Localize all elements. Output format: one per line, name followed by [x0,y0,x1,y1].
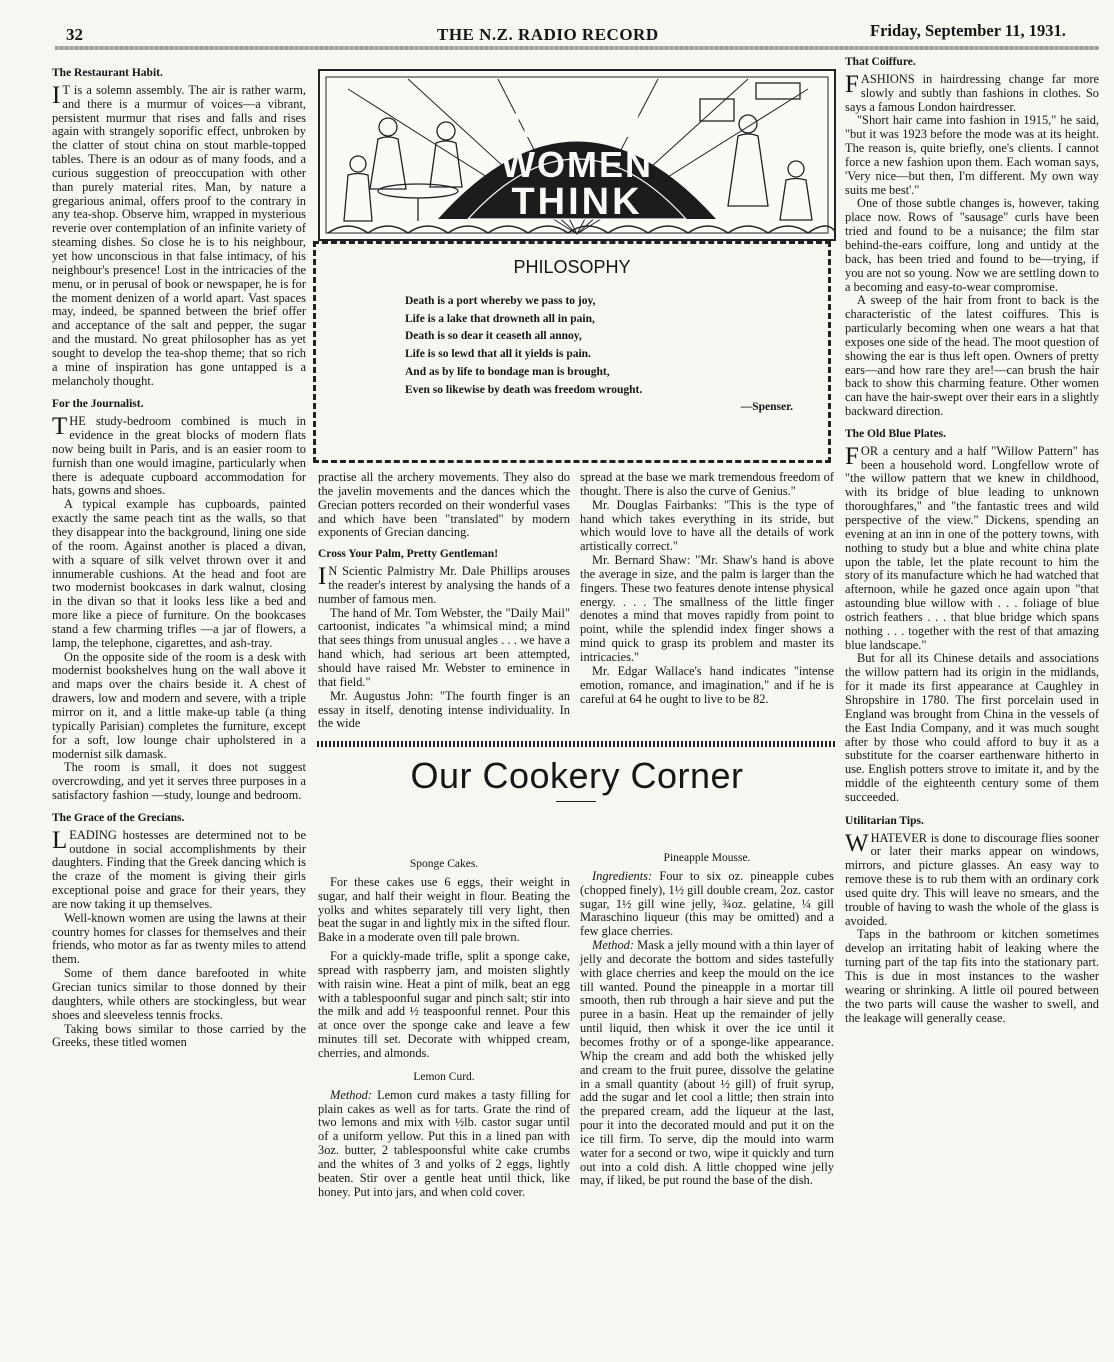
middle-right-column [580,471,834,706]
grecians-text: Taking bows similar to those carried by the Greeks, these titled women [52,1021,306,1050]
mousse-method: Mask a jelly mound with a thin layer of jelly and decorate the bottom and sides tastefully with glace cherries and keep the mould on the ice till wanted. Pound the pineapple in a mortar till smooth, then rub through a hair sieve and put the puree in a basin. Heat up the remainder of jelly until liquid, then whisk it over the ice until it becomes frothy or of a sponge-like appearance. Whip the cream and add both the whisked jelly and cream to the fruit puree, dissolve the gelatine in a small quantity (about ½ gill) of fruit syrup, add the sugar and let cool a little; then strain into the prepared cream, add the liqueur at the last, pour it into the decorated mould and put it on the ice till firm. To serve, dip the mould into warm water for a second or two, wipe it quickly and turn out into a cold dish. A little chopped wine jelly may, if liked, be put round the base of the dish. [580,938,834,1188]
palm-text: N Scientic Palmistry Mr. Dale Phillips arouses the reader's interest by analysing the hands of a number of famous men. [318,564,570,606]
tips-heading: Utilitarian Tips. [845,814,924,827]
tips-text: HATEVER is done to discourage flies sooner or later their marks appear on windows, mirrors, and picture glasses. An easy way to remove these is to rub them with an ordinary cork used quite dry. This will leave no smears, and the trouble of having to wash the whole of the glass is avoided. [845,830,1099,928]
restaurant-heading: The Restaurant Habit. [52,67,163,79]
dropcap: L [52,826,68,854]
dropcap: I [52,81,61,109]
page-number: 32 [66,25,83,44]
journalist-text: A typical example has cupboards, painted exactly the same peach tint as the walls, so that they disappear into the background, lining one side of the room. Against another is placed a divan, with a square of silk velvet thrown over it and innumerable cushions. At the head and foot are two modernist bookcases in dark walnut, closing in the divan so that it looks less like a bed and more like a piece of furniture. On the bookcases stand a few charming trifles —a jar of flowers, a lamp, the telephone, cigarettes, and ash-tray. [52,497,306,650]
lemon-text: Lemon curd makes a tasty filling for plain cakes as well as for tarts. Grate the rind of two lemons and mix with ½lb. castor sugar until of a uniform yellow. Put this in a lined pan with 3oz. butter, 2 tablespoonsful white cake crumbs and the whites of 3 and yolks of 2 eggs, lightly beaten. Stir over a gentle heat until thick, like honey. Put into jars, and when cold cover. [318,1087,570,1199]
coiffure-text: "Short hair came into fashion in 1915," he said, "but it was 1923 before the mode was at its height. The reason is, quite briefly, one's clients. I cannot force a new fashion upon them. Each woman says, 'Very nice—but then, I'm different. My own way suits me best'." [845,113,1099,197]
right-column [845,56,1099,1025]
palm-text: Mr. Augustus John: "The fourth finger is an essay in itself, denoting intense individuality. In the wide [318,688,570,731]
banner-illustration [318,69,836,241]
plates-heading: The Old Blue Plates. [845,427,946,440]
philosophy-box [313,241,831,463]
cookery-title-ornament [556,801,596,802]
lemon-heading: Lemon Curd. [413,1070,475,1083]
dropcap: I [318,563,327,591]
grecians-text: Well-known women are using the lawns at their country homes for classes for themselves and their friends, who motor as far as twenty miles to attend them. [52,910,306,967]
grecians-text: Some of them dance barefooted in white Grecian tunics similar to those donned by their daughters, while others are stockingless, but wear shoes and sleeveless tennis frocks. [52,966,306,1022]
philosophy-poem [405,293,815,417]
mousse-ingredients: Four to six oz. pineapple cubes (chopped finely), 1½ gill double cream, 2oz. castor sugar, 1½ gill wine jelly, ¾oz. gelatine, ¼ gill Maraschino liqueur (this may be omitted) and a few glace cherries. [580,868,834,939]
palm-text: Mr. Edgar Wallace's hand indicates "intense emotion, romance, and imagination," and if he is careful at 64 he ought to live to be 82. [580,663,834,706]
poem-line: Life is so lewd that all it yields is pain. [405,348,591,361]
coiffure-text: One of those subtle changes is, however, taking place now. Rows of "sausage" curls have been tried and found to be a nuisance; the film star behind-the-ears coiffure, long and untidy at the back, has been tried and found to be—trying, if you are not so young. Now we are settling down to a becoming and easy-to-wear compromise. [845,196,1099,294]
grecians-text: EADING hostesses are determined not to be outdone in social accomplishments by their daughters. Finding that the Greek dancing which is the craze of the moment is giving their girls exceptional poise and grace for their years, they are now taking it up themselves. [52,827,306,911]
sponge-text: For a quickly-made trifle, split a sponge cake, spread with raspberry jam, and moisten slightly with raisin wine. Heat a pint of milk, beat an egg with a tablespoonful sugar and pinch salt; stir into the milk and add ½ teaspoonful rennet. Pour this at once over the sponge cake and leave a few minutes till set. Decorate with whipped cream, cherries, and almonds. [318,949,570,1060]
tips-text: Taps in the bathroom or kitchen sometimes develop an irritating habit of leaking where the turning part of the tap fits into the stationary part. This is due in most instances to the washer wearing or shrinking. A little oil poured between the two parts will cause the washer to swell, and the leakage will generally cease. [845,927,1099,1025]
issue-date: Friday, September 11, 1931. [870,21,1066,40]
header-rule [55,46,1099,50]
poem-line: Even so likewise by death was freedom wrought. [405,383,643,396]
poem-line: Death is so dear it ceaseth all annoy, [405,330,582,343]
banner-title-line-1: WHAT WE [488,107,666,145]
journalist-text: On the opposite side of the room is a desk with modernist bookshelves hung on the wall above it and maps over the chairs beside it. A chest of drawers, low and modern and severe, with a triple mirror on it, and a little make-up table (a thing typically Parisian) completes the furniture, except for a soft, low lounge chair upholstered in a modernist silk damask. [52,649,306,761]
cookery-right-column [580,846,834,1188]
dropcap: W [845,829,869,857]
method-label: Method: [330,1087,372,1102]
cookery-divider [317,741,835,747]
coiffure-text: ASHIONS in hairdressing change far more slowly and subtly than fashions in clothes. So says a famous London hairdresser. [845,71,1099,114]
palm-text: Mr. Bernard Shaw: "Mr. Shaw's hand is above the average in size, and the palm is larger than the fingers. These two features denote intense physical energy. . . . The smallness of the little finger denotes a mind that moves rapidly from point to point, while the splendid index finger shows a mind quick to grasp its problem and master its intricacies." [580,553,834,664]
sponge-text: For these cakes use 6 eggs, their weight in sugar, and half their weight in flour. Beating the yolks and whites separately till very light, then beat the sugar in and lightly mix in the sifted flour. Bake in a moderate oven till pale brown. [318,874,570,945]
banner-title-line-2: WOMEN [501,144,653,185]
coiffure-heading: That Coiffure. [845,56,916,68]
middle-left-column [318,471,570,731]
palm-text: spread at the base we mark tremendous freedom of thought. There is also the curve of Genius." [580,470,834,498]
restaurant-text: T is a solemn assembly. The air is rather warm, and there is a murmur of voices—a vibrant, persistent murmur that rises and falls and rises again with strangely soporific effect, unbroken by the clatter of stout china on stout marble-topped tables. There is an odour as of many foods, and a curious suggestion of preoccupation with other than purely material rites. Man, by nature a gregarious animal, offers proof to the contrary in any tea-shop. Observe him, wrapped in mysterious reverie over contemplation of an infinite variety of steaming dishes. So close he is to his neighbour, yet how unconscious in that false intimacy, of his neighbour's presence! Lost in the intricacies of the menu, or in perusal of book or newspaper, he is for the moment denizen of a world apart. Vast spaces may, indeed, be spanned between the brief offer and acceptance of the salt and pepper, the sugar and the mustard. No great philosopher has as yet sought to develop the tea-shop theme; that so rich a mine of inspiration has gone untapped is a melancholy thought. [52,82,306,388]
cookery-title: Our Cookery Corner [410,755,744,796]
cookery-left-column [318,852,570,1199]
poem-line: And as by life to bondage man is brought, [405,365,610,378]
sponge-heading: Sponge Cakes. [409,858,479,870]
method-label: Method: [592,938,634,953]
masthead: THE N.Z. RADIO RECORD [437,25,659,44]
dropcap: T [52,413,68,441]
mousse-heading: Pineapple Mousse. [663,852,751,864]
ingredients-label: Ingredients: [592,868,653,883]
journalist-text: HE study-bedroom combined is much in evidence in the great blocks of modern flats now being built in Paris, and is an easier room to furnish than one would imagine, particularly when there is adequate cupboard accommodation for hats, gowns and shoes. [52,414,306,498]
journalist-text: The room is small, it does not suggest overcrowding, and yet it serves three purposes in a satisfactory fashion —study, lounge and bedroom. [52,760,306,803]
grecians-continued: practise all the archery movements. They also do the javelin movements and the dances which the Grecian potters recorded on their wonderful vases and which have been "translated" by modern exponents of Grecian dancing. [318,470,570,540]
palm-text: Mr. Douglas Fairbanks: "This is the type of hand which takes everything in its stride, but which would love to have all the details of work artistically correct." [580,497,834,554]
palm-heading: Cross Your Palm, Pretty Gentleman! [318,548,499,561]
dropcap: F [845,70,859,98]
banner-title-line-3: THINK [511,181,643,223]
dropcap: F [845,442,859,470]
women-illustration [318,69,836,241]
plates-text: OR a century and a half "Willow Pattern" has been a household word. Longfellow wrote of "the willow pattern that we knew in childhood, with its bridge of blue leading to unknown thoroughfares," and "the fantastic trees and wild perspective of the view." Dickens, spending an evening at an inn in one of the pottery towns, with nothing to study but a blue and white china plate upon the table, let the plate recount to him the story of its manufacture which he had watched that afternoon, while he gazed once again upon "that astounding blue willow with . . . foliage of blue ostrich feathers . . . that blue bridge which spans nothing . . . together with the rest of that amazing blue landscape." [845,443,1099,652]
poem-attribution: —Spenser. [740,401,793,414]
plates-text: But for all its Chinese details and associations the willow pattern had its origin in the midlands, for it made its first appearance at Caughley in Shropshire in 1780. The first porcelain used in England was brought from China in the vessels of the East India Company, and it was much sought after by those who could afford to buy it as a substitute for the coarser earthenware hitherto in use. English potters strove to imitate it, and by the middle of the eighteenth century some of them succeeded. [845,651,1099,804]
coiffure-text: A sweep of the hair from front to back is the characteristic of the latest coiffures. This is particularly becoming when one wears a hat that exposes one side of the head. The moot question of showing the ear is thus left open. Owners of pretty ears—and how rare they are!—can brush the hair back to show this charming feature. Other women can have the hair-swept over their ears in a slightly backward direction. [845,293,1099,419]
journalist-heading: For the Journalist. [52,398,144,411]
palm-text: The hand of Mr. Tom Webster, the "Daily Mail" cartoonist, indicates "a whimsical mind; a mind that sees things from unusual angles . . . we have a hand which, had serious art been attempted, should have raised Mr. Webster to eminence in that field." [318,605,570,689]
grecians-heading: The Grace of the Grecians. [52,811,185,824]
philosophy-title: PHILOSOPHY [513,257,631,277]
left-column [52,67,306,1050]
poem-line: Death is a port whereby we pass to joy, [405,295,596,307]
poem-line: Life is a lake that drowneth all in pain, [405,312,595,325]
